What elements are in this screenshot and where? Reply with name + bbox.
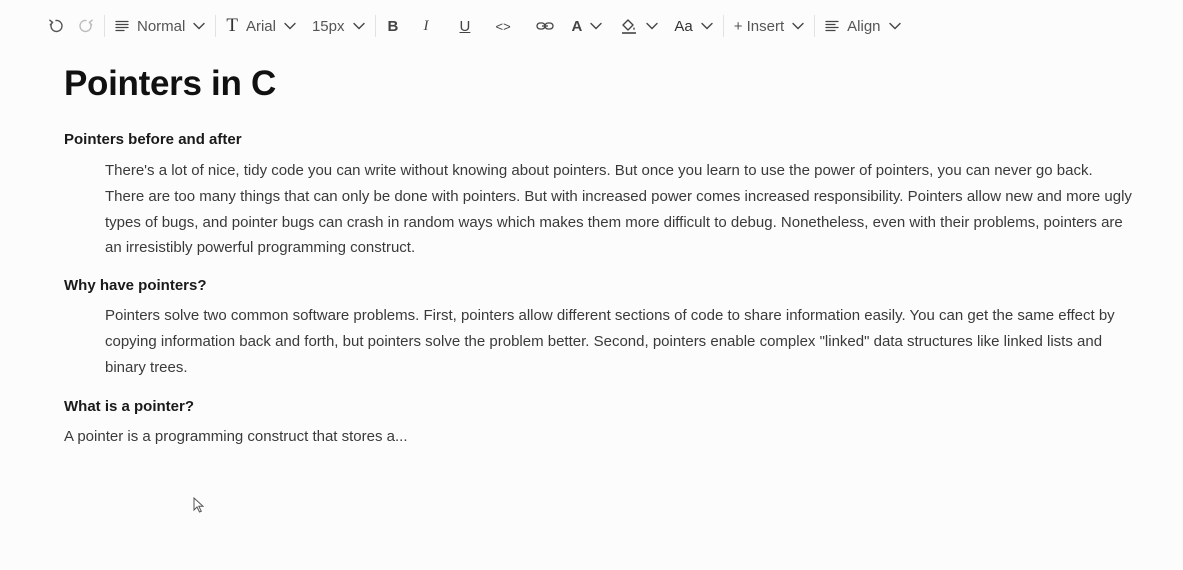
section-paragraph[interactable]: There's a lot of nice, tidy code you can write without knowing about pointers. But once you learn to use the power of pointers, you can never go back. There are too many things that can only be done with pointers. But with increased power comes increased responsibility. Pointers allow new and more ugly types of bugs, and pointer bugs can crash in random ways which makes them more difficult to debug. Nonetheless, even with their problems, pointers are an irresistibly powerful programming construct. — [105, 162, 1132, 257]
highlight-color-dropdown[interactable] — [620, 11, 658, 41]
section-heading[interactable]: Why have pointers? — [64, 277, 207, 294]
insert-dropdown[interactable] — [734, 11, 804, 41]
link-icon — [536, 20, 554, 32]
toolbar-divider — [723, 15, 724, 37]
section-paragraph[interactable]: Pointers solve two common software problems. First, pointers allow different sections of code to share information easily. You can get the same effect by copying information back and forth, but pointers solve the problem better. Second, pointers enable complex "linked" data structures like linked lists and binary trees. — [105, 307, 1115, 376]
section-paragraph[interactable]: A pointer is a programming construct that stores a... — [64, 428, 408, 445]
font-size-dropdown[interactable] — [312, 11, 365, 41]
font-family-label: Arial — [245, 17, 276, 35]
paragraph-lines-icon — [115, 20, 129, 32]
italic-button[interactable] — [424, 11, 446, 41]
text-color-dropdown[interactable] — [572, 11, 603, 41]
underline-button[interactable] — [460, 11, 482, 41]
chevron-down-icon — [701, 22, 713, 30]
link-button[interactable] — [536, 11, 554, 41]
mouse-pointer-icon — [193, 497, 205, 518]
chevron-down-icon — [646, 22, 658, 30]
paragraph-style-dropdown[interactable] — [115, 11, 205, 41]
align-label: Align — [847, 17, 881, 35]
bold-button[interactable] — [388, 11, 410, 41]
code-label: <> — [495, 18, 511, 34]
chevron-down-icon — [353, 22, 365, 30]
chevron-down-icon — [284, 22, 296, 30]
chevron-down-icon — [590, 22, 602, 30]
italic-label: I — [423, 17, 429, 34]
text-case-dropdown[interactable] — [674, 11, 712, 41]
editor-toolbar — [0, 0, 1183, 52]
paragraph-style-label: Normal — [137, 17, 186, 35]
chevron-down-icon — [889, 22, 901, 30]
font-family-dropdown[interactable] — [226, 11, 296, 41]
toolbar-divider — [104, 15, 105, 37]
toolbar-divider — [375, 15, 376, 37]
redo-button[interactable] — [78, 11, 94, 41]
align-dropdown[interactable] — [825, 11, 900, 41]
text-color-label: A — [571, 17, 583, 35]
underline-label: U — [459, 17, 471, 35]
align-lines-icon — [825, 20, 839, 32]
font-t-icon: T — [226, 15, 238, 36]
bold-label: B — [387, 17, 399, 35]
highlight-fill-icon — [620, 17, 638, 35]
text-case-label: Aa — [674, 17, 693, 35]
toolbar-divider — [814, 15, 815, 37]
undo-icon — [48, 18, 64, 34]
section-heading[interactable]: What is a pointer? — [64, 398, 195, 415]
chevron-down-icon — [193, 22, 205, 30]
toolbar-divider — [215, 15, 216, 37]
section-heading[interactable]: Pointers before and after — [64, 131, 242, 148]
code-button[interactable] — [496, 11, 522, 41]
insert-label: + Insert — [733, 17, 785, 35]
chevron-down-icon — [792, 22, 804, 30]
undo-button[interactable] — [48, 11, 64, 41]
page-title[interactable]: Pointers in C — [64, 64, 276, 103]
font-size-label: 15px — [311, 17, 345, 35]
redo-icon — [78, 18, 94, 34]
